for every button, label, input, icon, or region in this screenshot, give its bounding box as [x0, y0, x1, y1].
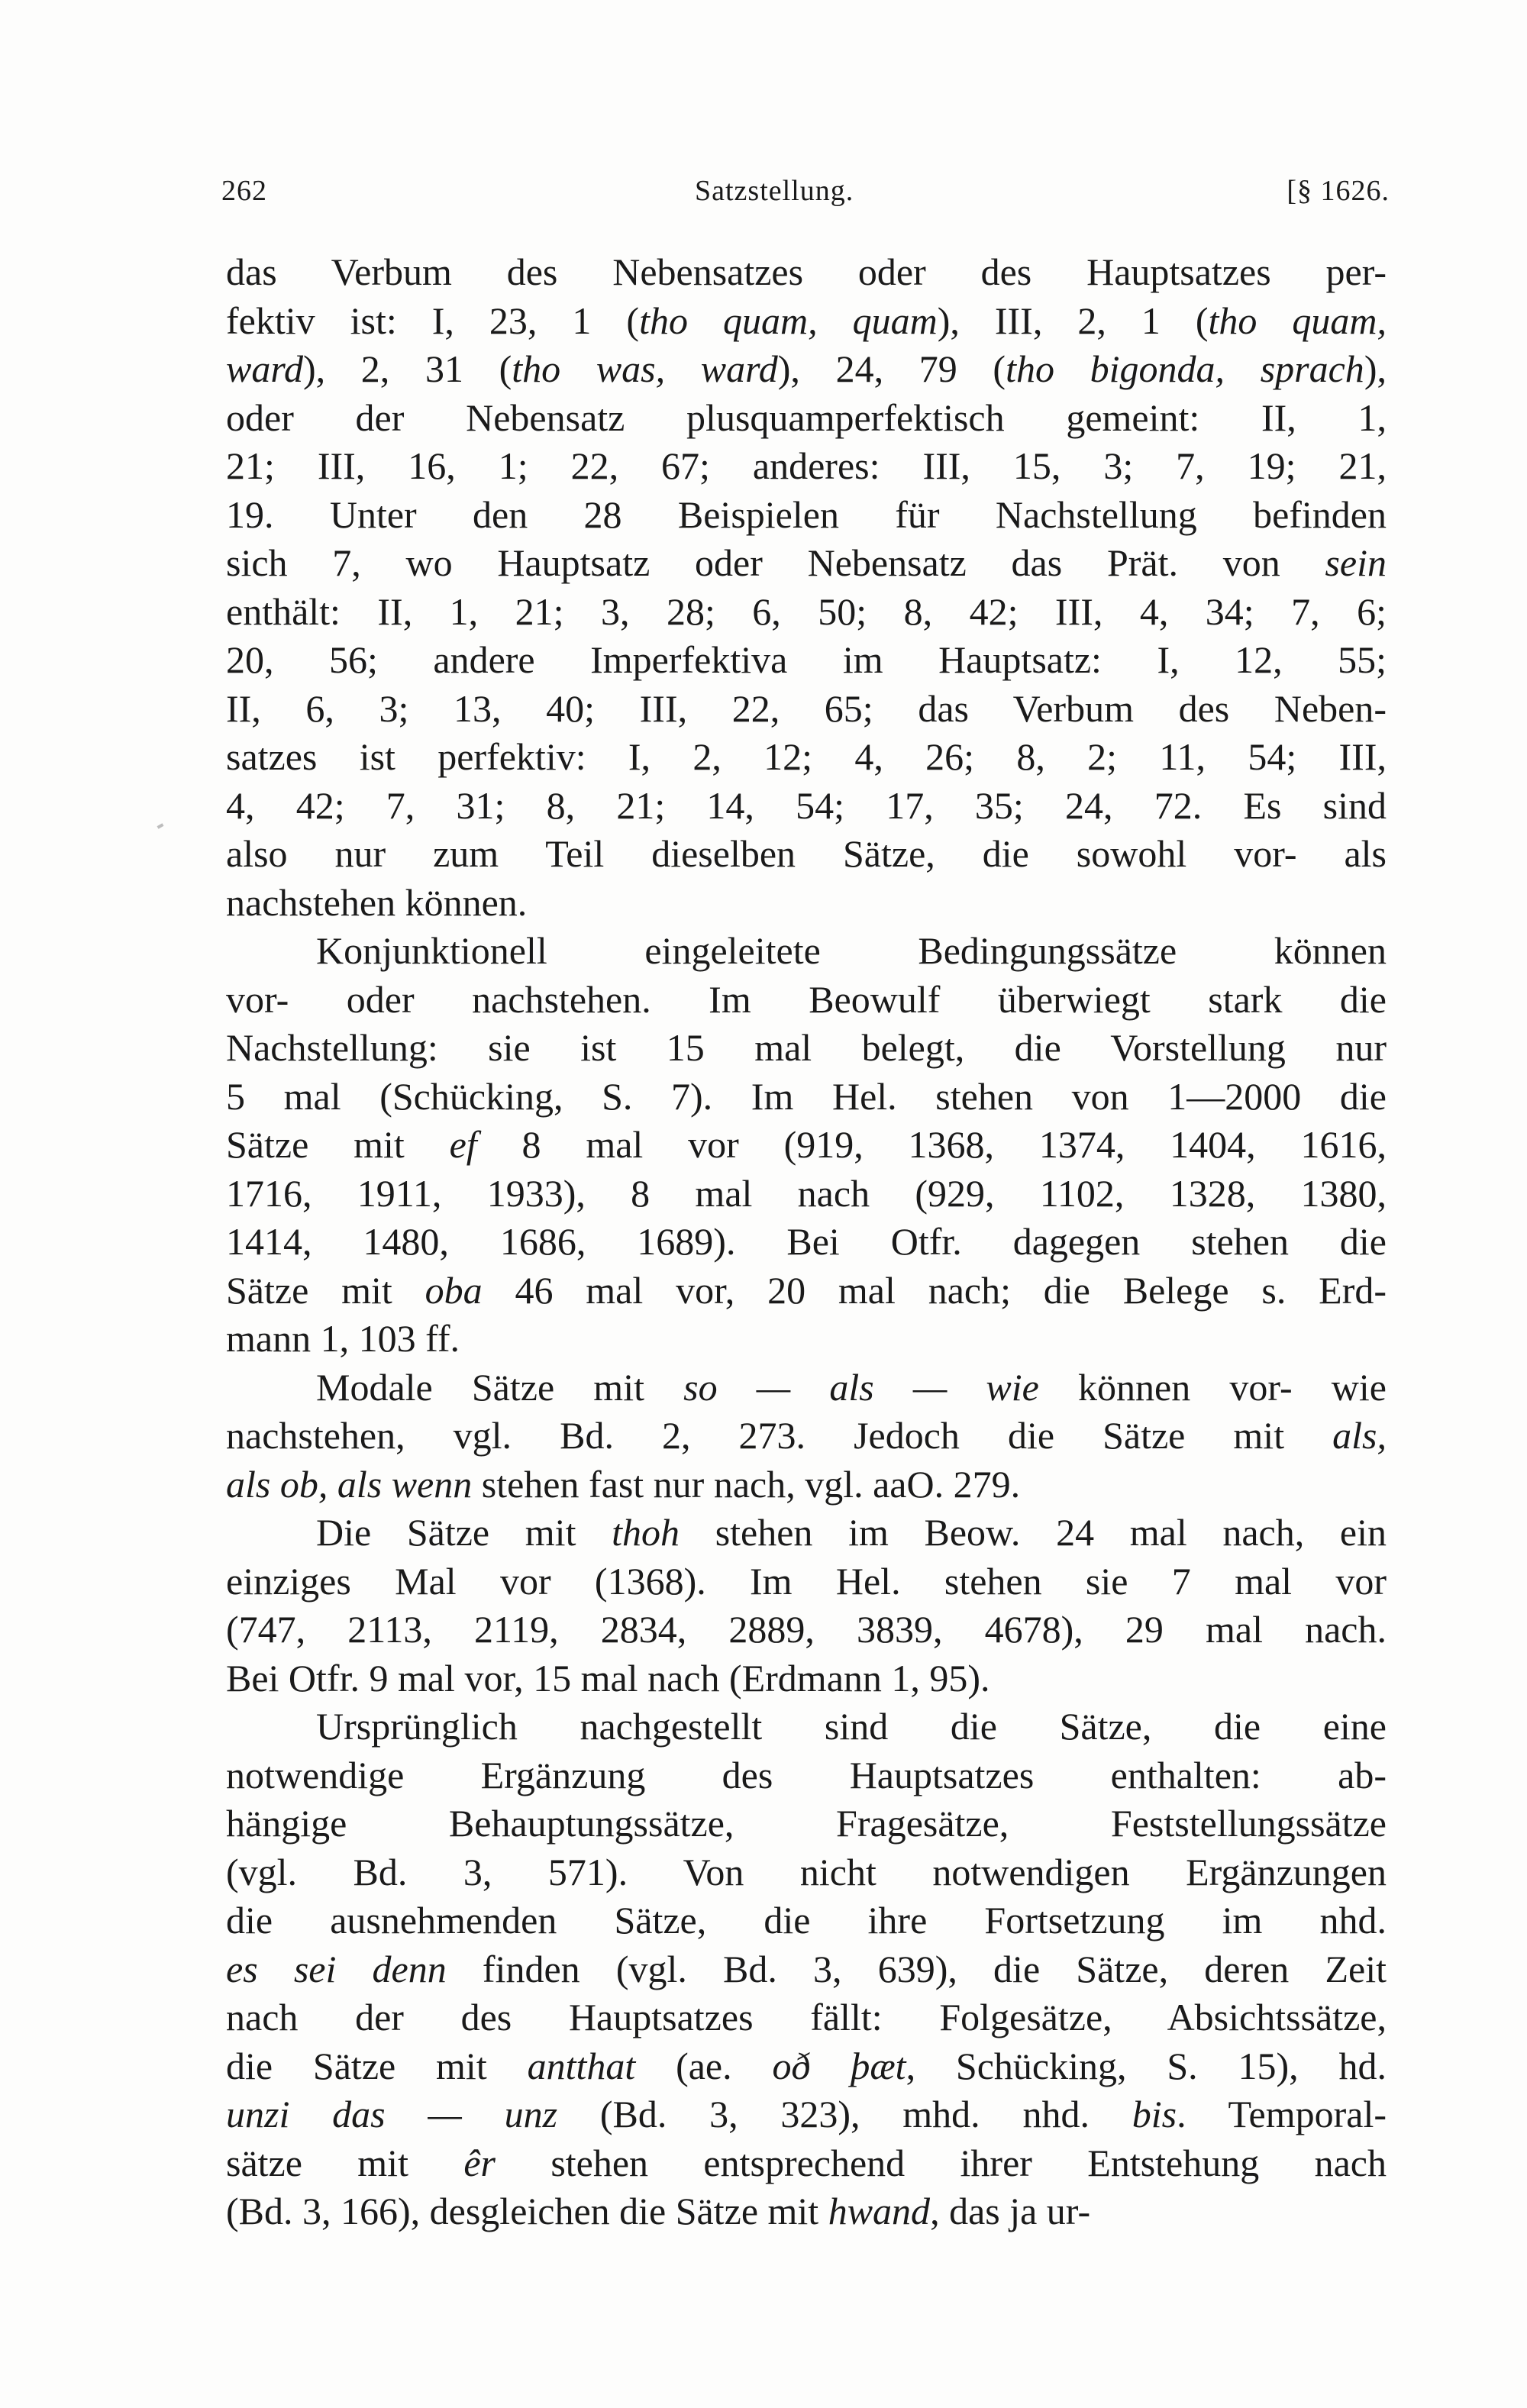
paragraph	[226, 1509, 1387, 1703]
text-line: Die Sätze mit thoh stehen im Beow. 24 mal nach, ein	[316, 1511, 1387, 1554]
text-line: fektiv ist: I, 23, 1 (tho quam, quam), III, 2, 1 (tho quam,	[226, 299, 1387, 342]
running-title: Satzstellung.	[695, 175, 854, 207]
text-line: das Verbum des Nebensatzes oder des Hauptsatzes per-	[226, 250, 1387, 293]
text-line: unzi das — unz (Bd. 3, 323), mhd. nhd. bis. Temporal-	[226, 2093, 1387, 2135]
text-line: Nachstellung: sie ist 15 mal belegt, die Vorstellung nur	[226, 1026, 1387, 1069]
text-line: nachstehen, vgl. Bd. 2, 273. Jedoch die Sätze mit als,	[226, 1414, 1387, 1457]
text-line: es sei denn finden (vgl. Bd. 3, 639), die Sätze, deren Zeit	[226, 1947, 1387, 1990]
text-line: sich 7, wo Hauptsatz oder Nebensatz das Prät. von sein	[226, 541, 1387, 584]
text-line: 21; III, 16, 1; 22, 67; anderes: III, 15, 3; 7, 19; 21,	[226, 444, 1387, 487]
text-line: 5 mal (Schücking, S. 7). Im Hel. stehen von 1—2000 die	[226, 1074, 1387, 1118]
page-header	[221, 174, 1390, 220]
text-line: oder der Nebensatz plusquamperfektisch gemeint: II, 1,	[226, 395, 1387, 439]
text-line: Sätze mit ef 8 mal vor (919, 1368, 1374, 1404, 1616,	[226, 1123, 1387, 1166]
text-line: hängige Behauptungssätze, Fragesätze, Feststellungssätze	[226, 1802, 1387, 1845]
text-line: 1414, 1480, 1686, 1689). Bei Otfr. dagegen stehen die	[226, 1220, 1387, 1263]
text-line: die Sätze mit antthat (ae. oð þæt, Schücking, S. 15), hd.	[226, 2044, 1387, 2087]
section-marker: [§ 1626.	[1286, 175, 1390, 207]
text-line: (Bd. 3, 166), desgleichen die Sätze mit hwand, das ja ur-	[226, 2190, 1091, 2232]
text-line: als ob, als wenn stehen fast nur nach, vgl. aaO. 279.	[226, 1462, 1021, 1506]
text-line: (vgl. Bd. 3, 571). Von nicht notwendigen Ergänzungen	[226, 1850, 1387, 1893]
text-line: Ursprünglich nachgestellt sind die Sätze, die eine	[316, 1705, 1387, 1748]
text-line: ward), 2, 31 (tho was, ward), 24, 79 (tho bigonda, sprach),	[226, 347, 1387, 390]
text-line: also nur zum Teil dieselben Sätze, die sowohl vor- als	[226, 832, 1387, 875]
paragraph	[226, 1364, 1387, 1509]
text-line: nach der des Hauptsatzes fällt: Folgesätze, Absichtssätze,	[226, 1996, 1387, 2038]
text-line: (747, 2113, 2119, 2834, 2889, 3839, 4678), 29 mal nach.	[226, 1608, 1387, 1651]
page-number: 262	[221, 175, 267, 207]
text-line: 20, 56; andere Imperfektiva im Hauptsatz: I, 12, 55;	[226, 638, 1387, 681]
text-line: Konjunktionell eingeleitete Bedingungssätze können	[316, 929, 1387, 972]
text-line: notwendige Ergänzung des Hauptsatzes enthalten: ab-	[226, 1753, 1387, 1796]
text-line: Bei Otfr. 9 mal vor, 15 mal nach (Erdmann 1, 95).	[226, 1656, 990, 1699]
text-line: nachstehen können.	[226, 880, 528, 924]
paragraph	[226, 248, 1387, 927]
text-line: 19. Unter den 28 Beispielen für Nachstellung befinden	[226, 492, 1387, 536]
text-line: 4, 42; 7, 31; 8, 21; 14, 54; 17, 35; 24, 72. Es sind	[226, 783, 1387, 827]
text-line: II, 6, 3; 13, 40; III, 22, 65; das Verbum des Neben-	[226, 686, 1387, 730]
text-line: mann 1, 103 ff.	[226, 1317, 460, 1360]
paragraph	[226, 927, 1387, 1364]
text-line: vor- oder nachstehen. Im Beowulf überwiegt stark die	[226, 977, 1387, 1021]
paragraph	[226, 1703, 1387, 2236]
margin-mark	[157, 823, 164, 828]
text-line: enthält: II, 1, 21; 3, 28; 6, 50; 8, 42; III, 4, 34; 7, 6;	[226, 589, 1387, 633]
text-line: die ausnehmenden Sätze, die ihre Fortsetzung im nhd.	[226, 1899, 1387, 1942]
text-line: einziges Mal vor (1368). Im Hel. stehen sie 7 mal vor	[226, 1559, 1387, 1603]
text-line: Modale Sätze mit so — als — wie können vor- wie	[316, 1365, 1387, 1409]
text-line: Sätze mit oba 46 mal vor, 20 mal nach; die Belege s. Erd-	[226, 1268, 1387, 1312]
body-text	[226, 248, 1387, 2236]
text-line: 1716, 1911, 1933), 8 mal nach (929, 1102, 1328, 1380,	[226, 1171, 1387, 1215]
text-line: sätze mit êr stehen entsprechend ihrer Entstehung nach	[226, 2141, 1387, 2184]
text-line: satzes ist perfektiv: I, 2, 12; 4, 26; 8, 2; 11, 54; III,	[226, 735, 1387, 778]
